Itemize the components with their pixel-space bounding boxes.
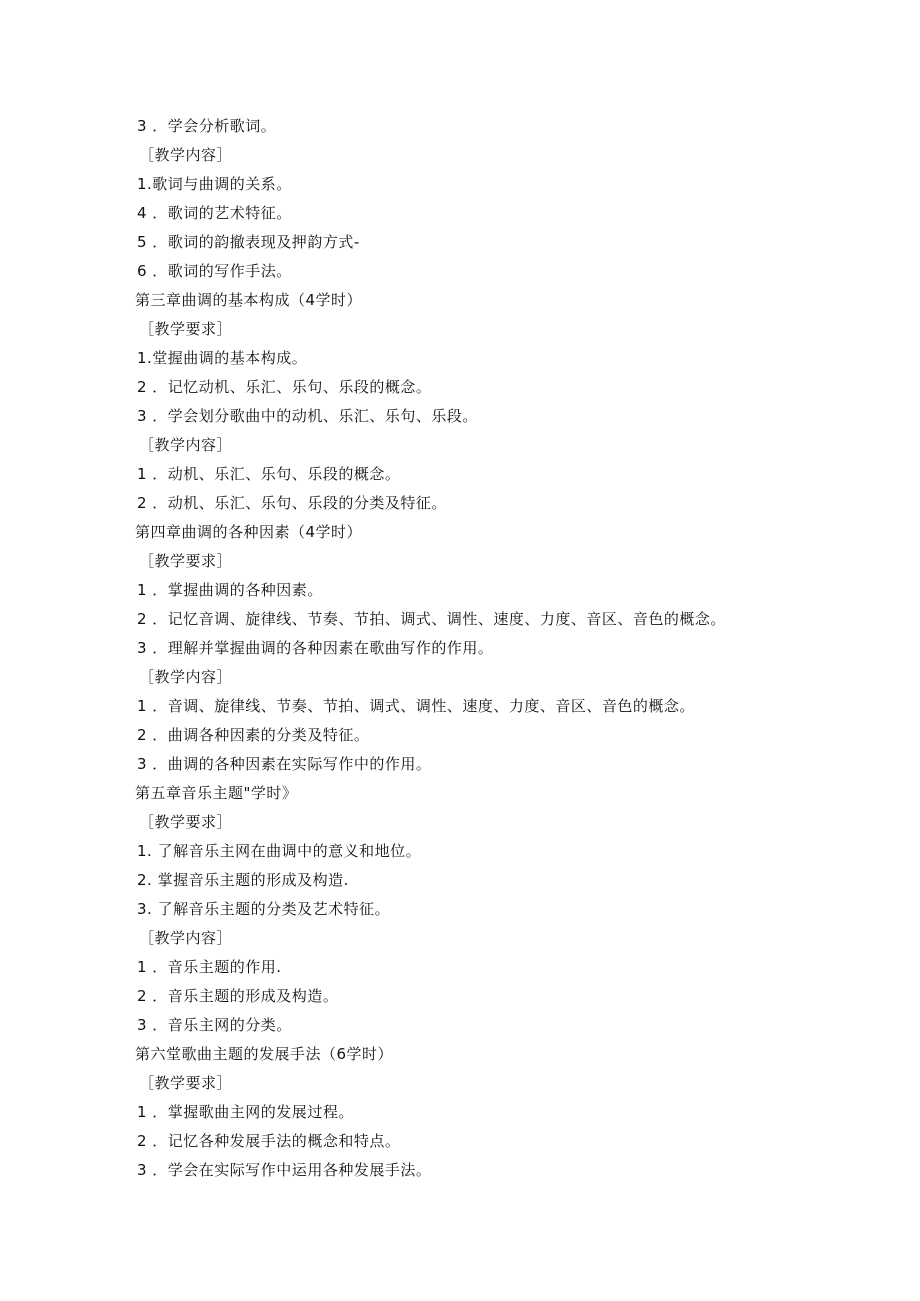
chapter-heading: 第四章曲调的各种因素（4学时）: [135, 523, 363, 541]
list-item: 2. 掌握音乐主题的形成及构造.: [137, 871, 349, 889]
list-item: 1.堂握曲调的基本构成。: [137, 349, 308, 367]
section-label: ［教学内容］: [139, 929, 233, 947]
list-item: 3 ．学会分析歌词。: [137, 117, 277, 135]
section-label: ［教学内容］: [139, 436, 233, 454]
list-item: 1. 了解音乐主网在曲调中的意义和地位。: [137, 842, 422, 860]
section-label: ［教学内容］: [139, 668, 233, 686]
list-item: 1 ．掌握歌曲主网的发展过程。: [137, 1103, 354, 1121]
section-label: ［教学要求］: [139, 320, 233, 338]
document-page: [0, 112, 920, 1185]
list-item: 1 ．掌握曲调的各种因素。: [137, 581, 323, 599]
section-label: ［教学要求］: [139, 552, 233, 570]
section-label: ［教学内容］: [139, 146, 233, 164]
list-item: 2 ．音乐主题的形成及构造。: [137, 987, 339, 1005]
list-item: 1 ．动机、乐汇、乐句、乐段的概念。: [137, 465, 401, 483]
list-item: 3. 了解音乐主题的分类及艺术特征。: [137, 900, 391, 918]
section-label: ［教学要求］: [139, 813, 233, 831]
list-item: 1 ．音乐主题的作用.: [137, 958, 282, 976]
list-item: 3 ．学会在实际写作中运用各种发展手法。: [137, 1161, 432, 1179]
list-item: 1.歌词与曲调的关系。: [137, 175, 292, 193]
list-item: 3 ．曲调的各种因素在实际写作中的作用。: [137, 755, 432, 773]
list-item: 6 ．歌词的写作手法。: [137, 262, 292, 280]
list-item: 2 ．动机、乐汇、乐句、乐段的分类及特征。: [137, 494, 447, 512]
list-item: 5 ．歌词的韵撤表现及押韵方式-: [137, 233, 360, 251]
list-item: 2 ．曲调各种因素的分类及特征。: [137, 726, 370, 744]
chapter-heading: 第三章曲调的基本构成（4学时）: [135, 291, 363, 309]
list-item: 4 ．歌词的艺术特征。: [137, 204, 292, 222]
list-item: 3 ．音乐主网的分类。: [137, 1016, 292, 1034]
chapter-heading: 第六堂歌曲主题的发展手法（6学时）: [135, 1045, 394, 1063]
list-item: 2 ．记忆动机、乐汇、乐句、乐段的概念。: [137, 378, 432, 396]
chapter-heading: 第五章音乐主题"学时》: [135, 784, 298, 802]
list-item: 3 ．学会划分歌曲中的动机、乐汇、乐句、乐段。: [137, 407, 478, 425]
section-label: ［教学要求］: [139, 1074, 233, 1092]
list-item: 1 ．音调、旋律线、节奏、节拍、调式、调性、速度、力度、音区、音色的概念。: [137, 697, 695, 715]
list-item: 3 ．理解并掌握曲调的各种因素在歌曲写作的作用。: [137, 639, 494, 657]
list-item: 2 ．记忆音调、旋律线、节奏、节拍、调式、调性、速度、力度、音区、音色的概念。: [137, 610, 726, 628]
list-item: 2 ．记忆各种发展手法的概念和特点。: [137, 1132, 401, 1150]
